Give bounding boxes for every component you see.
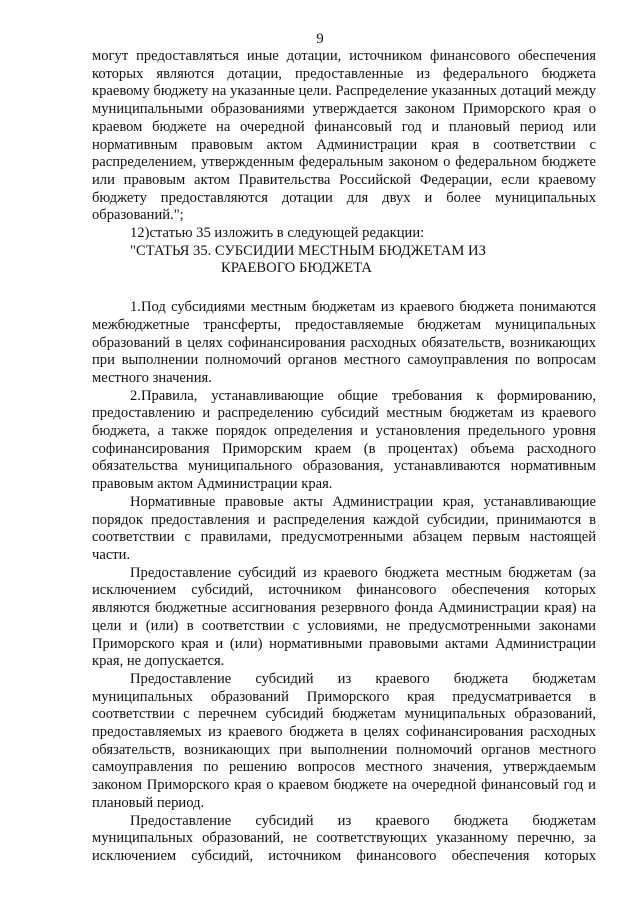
article-heading-line-1: "СТАТЬЯ 35. СУБСИДИИ МЕСТНЫМ БЮДЖЕТАМ ИЗ <box>130 242 486 259</box>
paragraph-amendment-item-12: 12)статью 35 изложить в следующей редакции: <box>130 225 425 242</box>
paragraph-subsidy-list: Предоставление субсидий из краевого бюджета бюджетам муниципальных образований Приморского края предусматривается в соответствии с перечнем субсидий бюджетам муниципальных образований, предоставляемых из краевого бюджета в целях софинансирования расходных обязательств, возникающих при выполнении полномочий органов местного самоуправления по решению вопросов местного значения, утверждаемым законом Приморского края о краевом бюджете на очередной финансовый год и плановый период. <box>92 670 596 811</box>
paragraph-continuation: могут предоставляться иные дотации, источником финансового обеспечения которых являются дотации, предоставленные из федерального бюджета краевому бюджету на указанные цели. Распределение указанных дотаций между муниципальными образованиями утверждается законом Приморского края о краевом бюджете на очередной финансовый год и плановый период или нормативным правовым актом Администрации края в соответствии с распределением, утвержденным федеральным законом о федеральном бюджете или правовым актом Правительства Российской Федерации, если краевому бюджету предоставляются дотации для двух и более муниципальных образований."; <box>92 48 596 224</box>
paragraph-normative-acts: Нормативные правовые акты Администрации края, устанавливающие порядок предоставления и распределения каждой субсидии, принимаются в соответствии с правилами, предусмотренными абзацем первым настоящей части. <box>92 493 596 563</box>
paragraph-subsidy-prohibition: Предоставление субсидий из краевого бюджета местным бюджетам (за исключением субсидий, источником финансового обеспечения которых являются бюджетные ассигнования резервного фонда Администрации края) на цели и (или) в соответствии с условиями, не предусмотренными законами Приморского края и (или) нормативными правовыми актами Администрации края, не допускается. <box>92 564 596 670</box>
article-heading-line-2: КРАЕВОГО БЮДЖЕТА <box>221 260 372 277</box>
document-body <box>92 48 596 866</box>
paragraph-subsidy-exception: Предоставление субсидий из краевого бюджета бюджетам муниципальных образований, не соответствующих указанному перечню, за исключением субсидий, источником финансового обеспечения которых <box>92 812 596 864</box>
page-number: 9 <box>316 31 324 47</box>
paragraph-part-2: 2.Правила, устанавливающие общие требования к формированию, предоставлению и распределению субсидий местным бюджетам из краевого бюджета, а также порядок определения и установления предельного уровня софинансирования Приморским краем (в процентах) объема расходного обязательства муниципального образования, устанавливаются нормативным правовым актом Администрации края. <box>92 387 596 493</box>
paragraph-part-1: 1.Под субсидиями местным бюджетам из краевого бюджета понимаются межбюджетные трансферты, предоставляемые бюджетам муниципальных образований в целях софинансирования расходных обязательств, возникающих при выполнении полномочий органов местного самоуправления по вопросам местного значения. <box>92 299 596 386</box>
